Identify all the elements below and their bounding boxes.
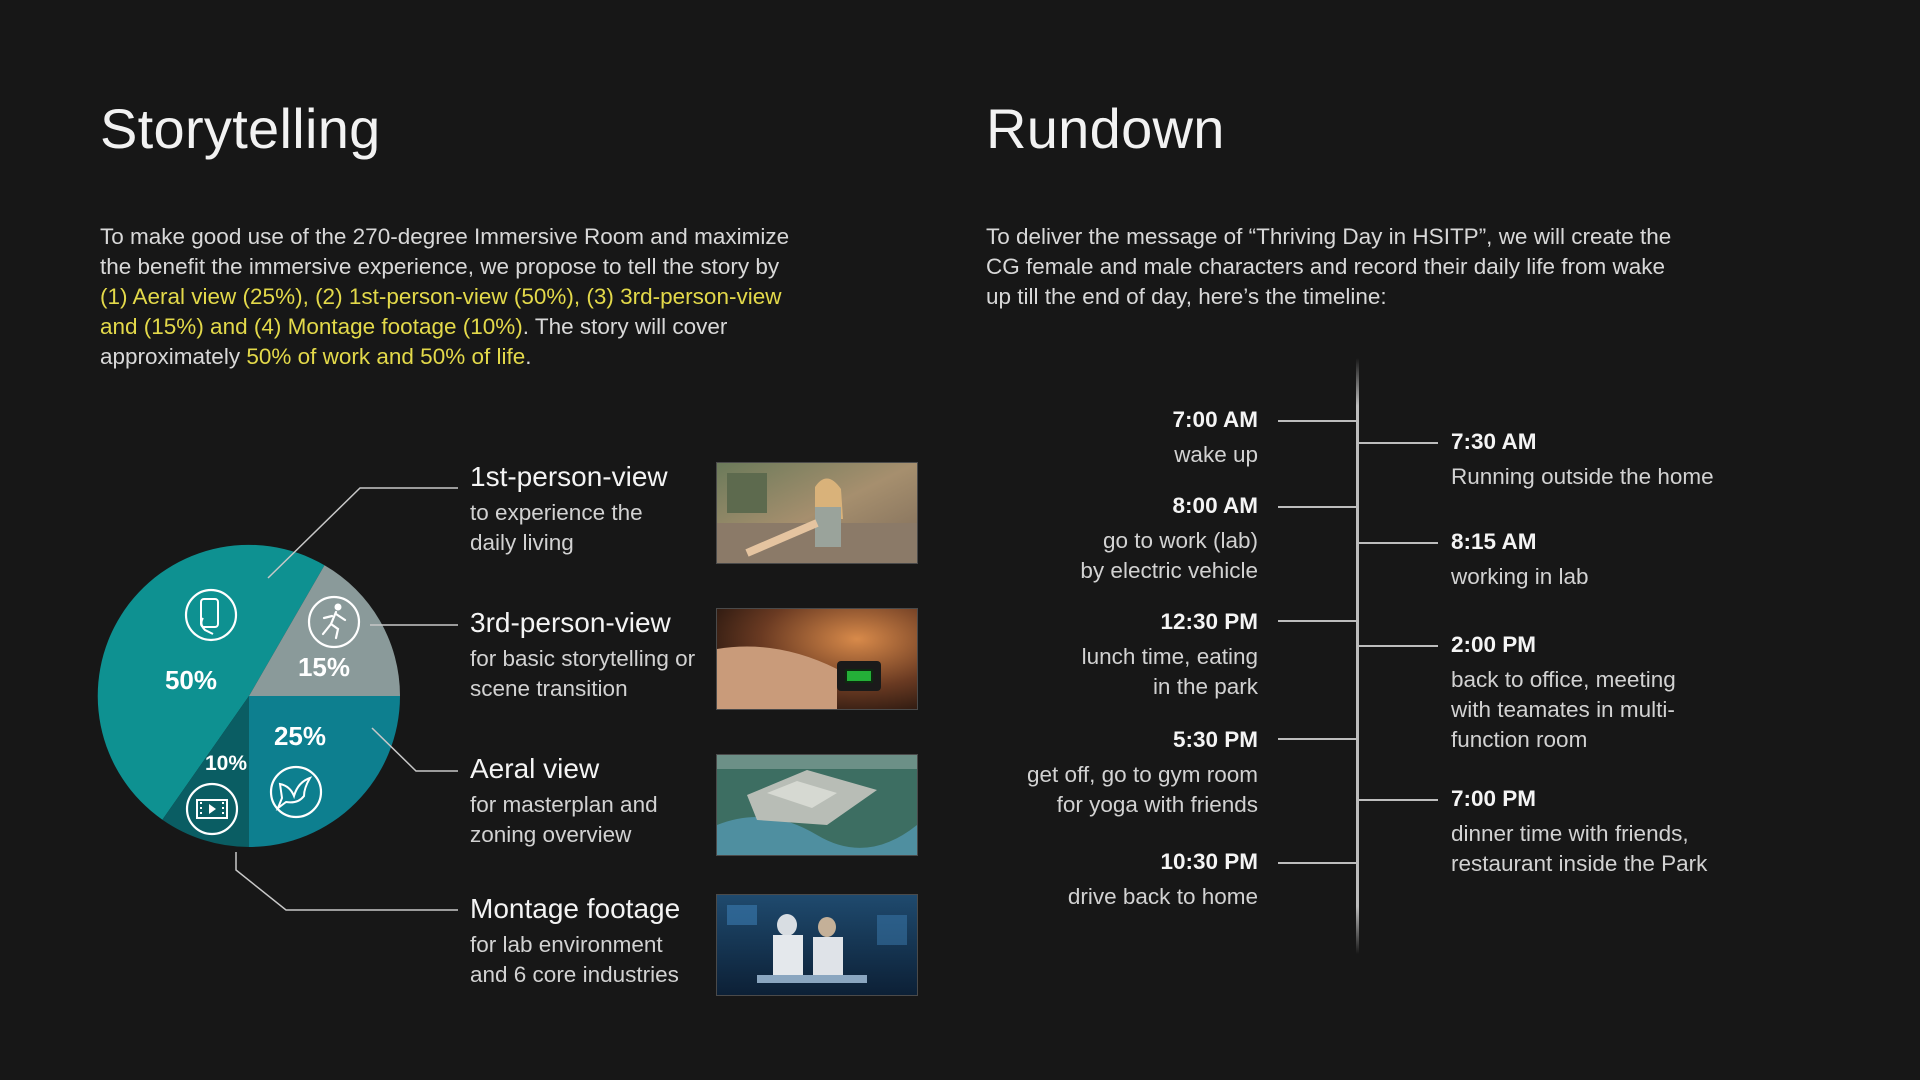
view-desc: for basic storytelling or scene transition: [470, 646, 696, 701]
view-title: Montage footage: [470, 893, 681, 924]
pie-label-50: 50%: [164, 665, 218, 695]
timeline-tick: [1278, 738, 1358, 740]
pie-slice-25: [249, 696, 400, 847]
view-title: 1st-person-view: [470, 461, 668, 492]
intro-highlight-views: (1) Aeral view (25%), (2) 1st-person-view (50%), (3) 3rd-person-view and (15%) and (4) Montage footage (10%): [100, 284, 782, 339]
timeline-tick: [1278, 862, 1358, 864]
view-title: 3rd-person-view: [470, 607, 671, 638]
timeline-desc: wake up: [1174, 442, 1258, 467]
pie-label-25: 25%: [273, 721, 327, 751]
pie-label-15: 15%: [297, 652, 351, 682]
storytelling-title: Storytelling: [100, 97, 381, 160]
timeline-entry: [958, 848, 1258, 912]
timeline-entry: [958, 608, 1258, 702]
timeline-time: 5:30 PM: [1172, 727, 1258, 752]
rundown-intro: To deliver the message of “Thriving Day in HSITP”, we will create the CG female and male characters and record their daily life from wake up till the end of day, here’s the timeline:: [986, 224, 1672, 309]
view-desc: for masterplan and zoning overview: [470, 792, 658, 847]
timeline-tick: [1358, 645, 1438, 647]
timeline-tick: [1278, 506, 1358, 508]
view-title: Aeral view: [470, 753, 600, 784]
timeline-desc: Running outside the home: [1451, 464, 1714, 489]
timeline-entry: [1451, 428, 1791, 492]
timeline-desc: back to office, meeting with teamates in multi- function room: [1451, 667, 1676, 752]
timeline-time: 10:30 PM: [1160, 849, 1258, 874]
intro-text-2: . The story will cover approximately: [100, 314, 728, 369]
thumbnail-3rd-person: [716, 608, 918, 710]
timeline-desc: get off, go to gym room for yoga with friends: [1027, 762, 1258, 817]
intro-highlight-work-life: 50% of work and 50% of life: [246, 344, 526, 369]
timeline-tick: [1358, 542, 1438, 544]
intro-text-3: .: [525, 344, 532, 369]
timeline-desc: drive back to home: [1067, 884, 1258, 909]
timeline-entry: [1451, 631, 1791, 755]
timeline-entry: [958, 492, 1258, 586]
rundown-title: Rundown: [986, 97, 1225, 160]
timeline-axis: [1356, 358, 1359, 954]
timeline-time: 7:30 AM: [1451, 429, 1537, 454]
timeline-entry: [958, 726, 1258, 820]
timeline-tick: [1358, 442, 1438, 444]
view-desc: for lab environment and 6 core industries: [470, 932, 679, 987]
timeline-tick: [1358, 799, 1438, 801]
timeline-tick: [1278, 420, 1358, 422]
thumbnail-aeral: [716, 754, 918, 856]
timeline-time: 8:00 AM: [1172, 493, 1258, 518]
timeline-time: 8:15 AM: [1451, 529, 1537, 554]
pie-label-10: 10%: [204, 752, 248, 775]
intro-text-1: To make good use of the 270-degree Immersive Room and maximize the benefit the immersive experience, we propose to tell the story by: [100, 224, 790, 279]
timeline-entry: [1451, 528, 1791, 592]
view-desc: to experience the daily living: [470, 500, 643, 555]
connector-montage: [236, 852, 458, 910]
thumbnail-1st-person: [716, 462, 918, 564]
timeline-time: 7:00 PM: [1451, 786, 1537, 811]
timeline-time: 7:00 AM: [1172, 407, 1258, 432]
timeline-desc: dinner time with friends, restaurant inside the Park: [1451, 821, 1708, 876]
timeline-entry: [958, 406, 1258, 470]
timeline-desc: working in lab: [1451, 564, 1589, 589]
timeline-time: 2:00 PM: [1451, 632, 1537, 657]
timeline-entry: [1451, 785, 1791, 879]
timeline-time: 12:30 PM: [1160, 609, 1258, 634]
timeline-desc: go to work (lab) by electric vehicle: [1080, 528, 1258, 583]
timeline-desc: lunch time, eating in the park: [1081, 644, 1258, 699]
thumbnail-montage: [716, 894, 918, 996]
timeline-tick: [1278, 620, 1358, 622]
